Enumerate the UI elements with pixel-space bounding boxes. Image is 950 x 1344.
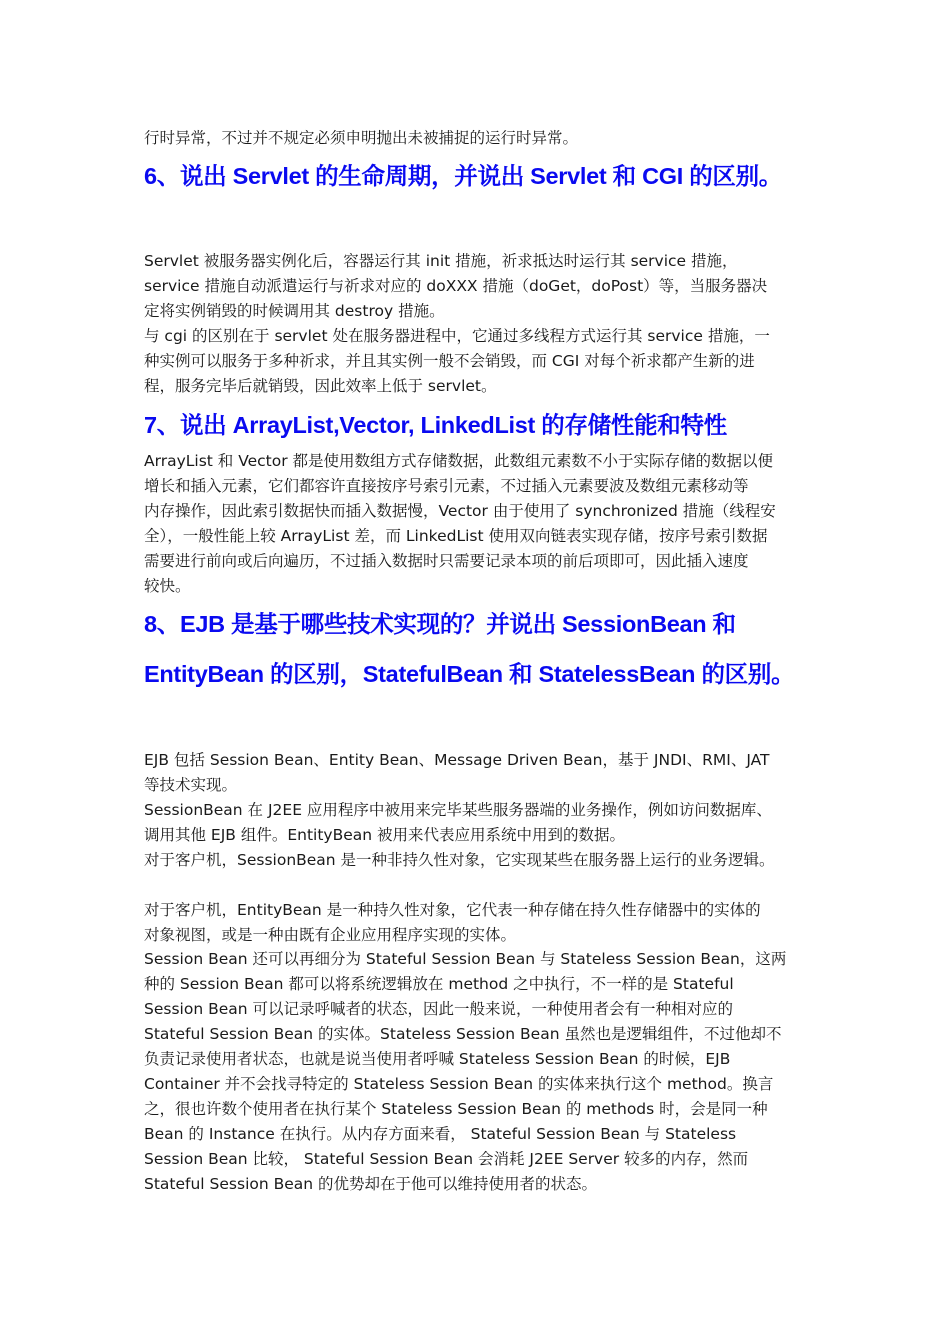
- section-8-body-line: 负责记录使用者状态，也就是说当使用者呼喊 Stateless Session Bean 的时候，EJB: [144, 1050, 731, 1068]
- section-7-body-line: 内存操作，因此索引数据快而插入数据慢，Vector 由于使用了 synchronized 措施（线程安: [144, 502, 776, 520]
- section-7-body-line: ArrayList 和 Vector 都是使用数组方式存储数据，此数组元素数不小于实际存储的数据以便: [144, 452, 774, 470]
- section-8-heading: 8、EJB 是基于哪些技术实现的？并说出 SessionBean 和: [144, 611, 736, 637]
- section-8-body-line: SessionBean 在 J2EE 应用程序中被用来完毕某些服务器端的业务操作，例如访问数据库、: [144, 801, 772, 819]
- section-8-body-line: 之，很也许数个使用者在执行某个 Stateless Session Bean 的 methods 时，会是同一种: [144, 1100, 768, 1118]
- section-8-body-line: 等技术实现。: [144, 776, 238, 794]
- section-8-body-line: 种的 Session Bean 都可以将系统逻辑放在 method 之中执行，不一样的是 Stateful: [144, 975, 734, 993]
- section-7-body-line: 较快。: [144, 577, 191, 595]
- section-8-body-line: 对象视图，或是一种由既有企业应用程序实现的实体。: [144, 926, 517, 944]
- section-8-body-line: Session Bean 比较， Stateful Session Bean 会消耗 J2EE Server 较多的内存，然而: [144, 1150, 749, 1168]
- section-8-body-line: 对于客户机，SessionBean 是一种非持久性对象，它实现某些在服务器上运行的业务逻辑。: [144, 851, 775, 869]
- intro-text-line: 行时异常，不过并不规定必须申明抛出未被捕捉的运行时异常。: [144, 129, 579, 147]
- section-8-body-line: 对于客户机，EntityBean 是一种持久性对象，它代表一种存储在持久性存储器中的实体的: [144, 901, 761, 919]
- section-8-body-line: Session Bean 可以记录呼喊者的状态，因此一般来说，一种使用者会有一种相对应的: [144, 1000, 733, 1018]
- section-7-heading: 7、说出 ArrayList,Vector, LinkedList 的存储性能和特性: [144, 412, 727, 438]
- section-6-body-line: 种实例可以服务于多种祈求，并且其实例一般不会销毁，而 CGI 对每个祈求都产生新的进: [144, 352, 755, 370]
- section-8-body-line: Session Bean 还可以再细分为 Stateful Session Bean 与 Stateless Session Bean，这两: [144, 950, 787, 968]
- section-6-body-line: 程，服务完毕后就销毁，因此效率上低于 servlet。: [144, 377, 497, 395]
- section-6-body-line: 与 cgi 的区别在于 servlet 处在服务器进程中，它通过多线程方式运行其 service 措施，一: [144, 327, 770, 345]
- section-6-body-line: 定将实例销毁的时候调用其 destroy 措施。: [144, 302, 445, 320]
- section-6-body-line: Servlet 被服务器实例化后，容器运行其 init 措施，祈求抵达时运行其 service 措施，: [144, 252, 738, 270]
- section-7-body-line: 需要进行前向或后向遍历，不过插入数据时只需要记录本项的前后项即可，因此插入速度: [144, 552, 749, 570]
- section-8-body-line: Stateful Session Bean 的实体。Stateless Session Bean 虽然也是逻辑组件，不过他却不: [144, 1025, 782, 1043]
- section-8-body-line: EJB 包括 Session Bean、Entity Bean、Message Driven Bean，基于 JNDI、RMI、JAT: [144, 751, 770, 769]
- section-8-body-line: Bean 的 Instance 在执行。从内存方面来看， Stateful Session Bean 与 Stateless: [144, 1125, 737, 1143]
- section-7-body-line: 增长和插入元素，它们都容许直接按序号索引元素，不过插入元素要波及数组元素移动等: [144, 477, 749, 495]
- section-8-body-line: Container 并不会找寻特定的 Stateless Session Bean 的实体来执行这个 method。换言: [144, 1075, 774, 1093]
- section-6-body-line: service 措施自动派遣运行与祈求对应的 doXXX 措施（doGet，doPost）等，当服务器决: [144, 277, 768, 295]
- section-8-heading: EntityBean 的区别，StatefulBean 和 StatelessBean 的区别。: [144, 661, 795, 687]
- section-7-body-line: 全），一般性能上较 ArrayList 差，而 LinkedList 使用双向链表实现存储，按序号索引数据: [144, 527, 768, 545]
- section-6-heading: 6、说出 Servlet 的生命周期，并说出 Servlet 和 CGI 的区别。: [144, 163, 782, 189]
- section-8-body-line: Stateful Session Bean 的优势却在于他可以维持使用者的状态。: [144, 1175, 598, 1193]
- section-8-body-line: 调用其他 EJB 组件。EntityBean 被用来代表应用系统中用到的数据。: [144, 826, 626, 844]
